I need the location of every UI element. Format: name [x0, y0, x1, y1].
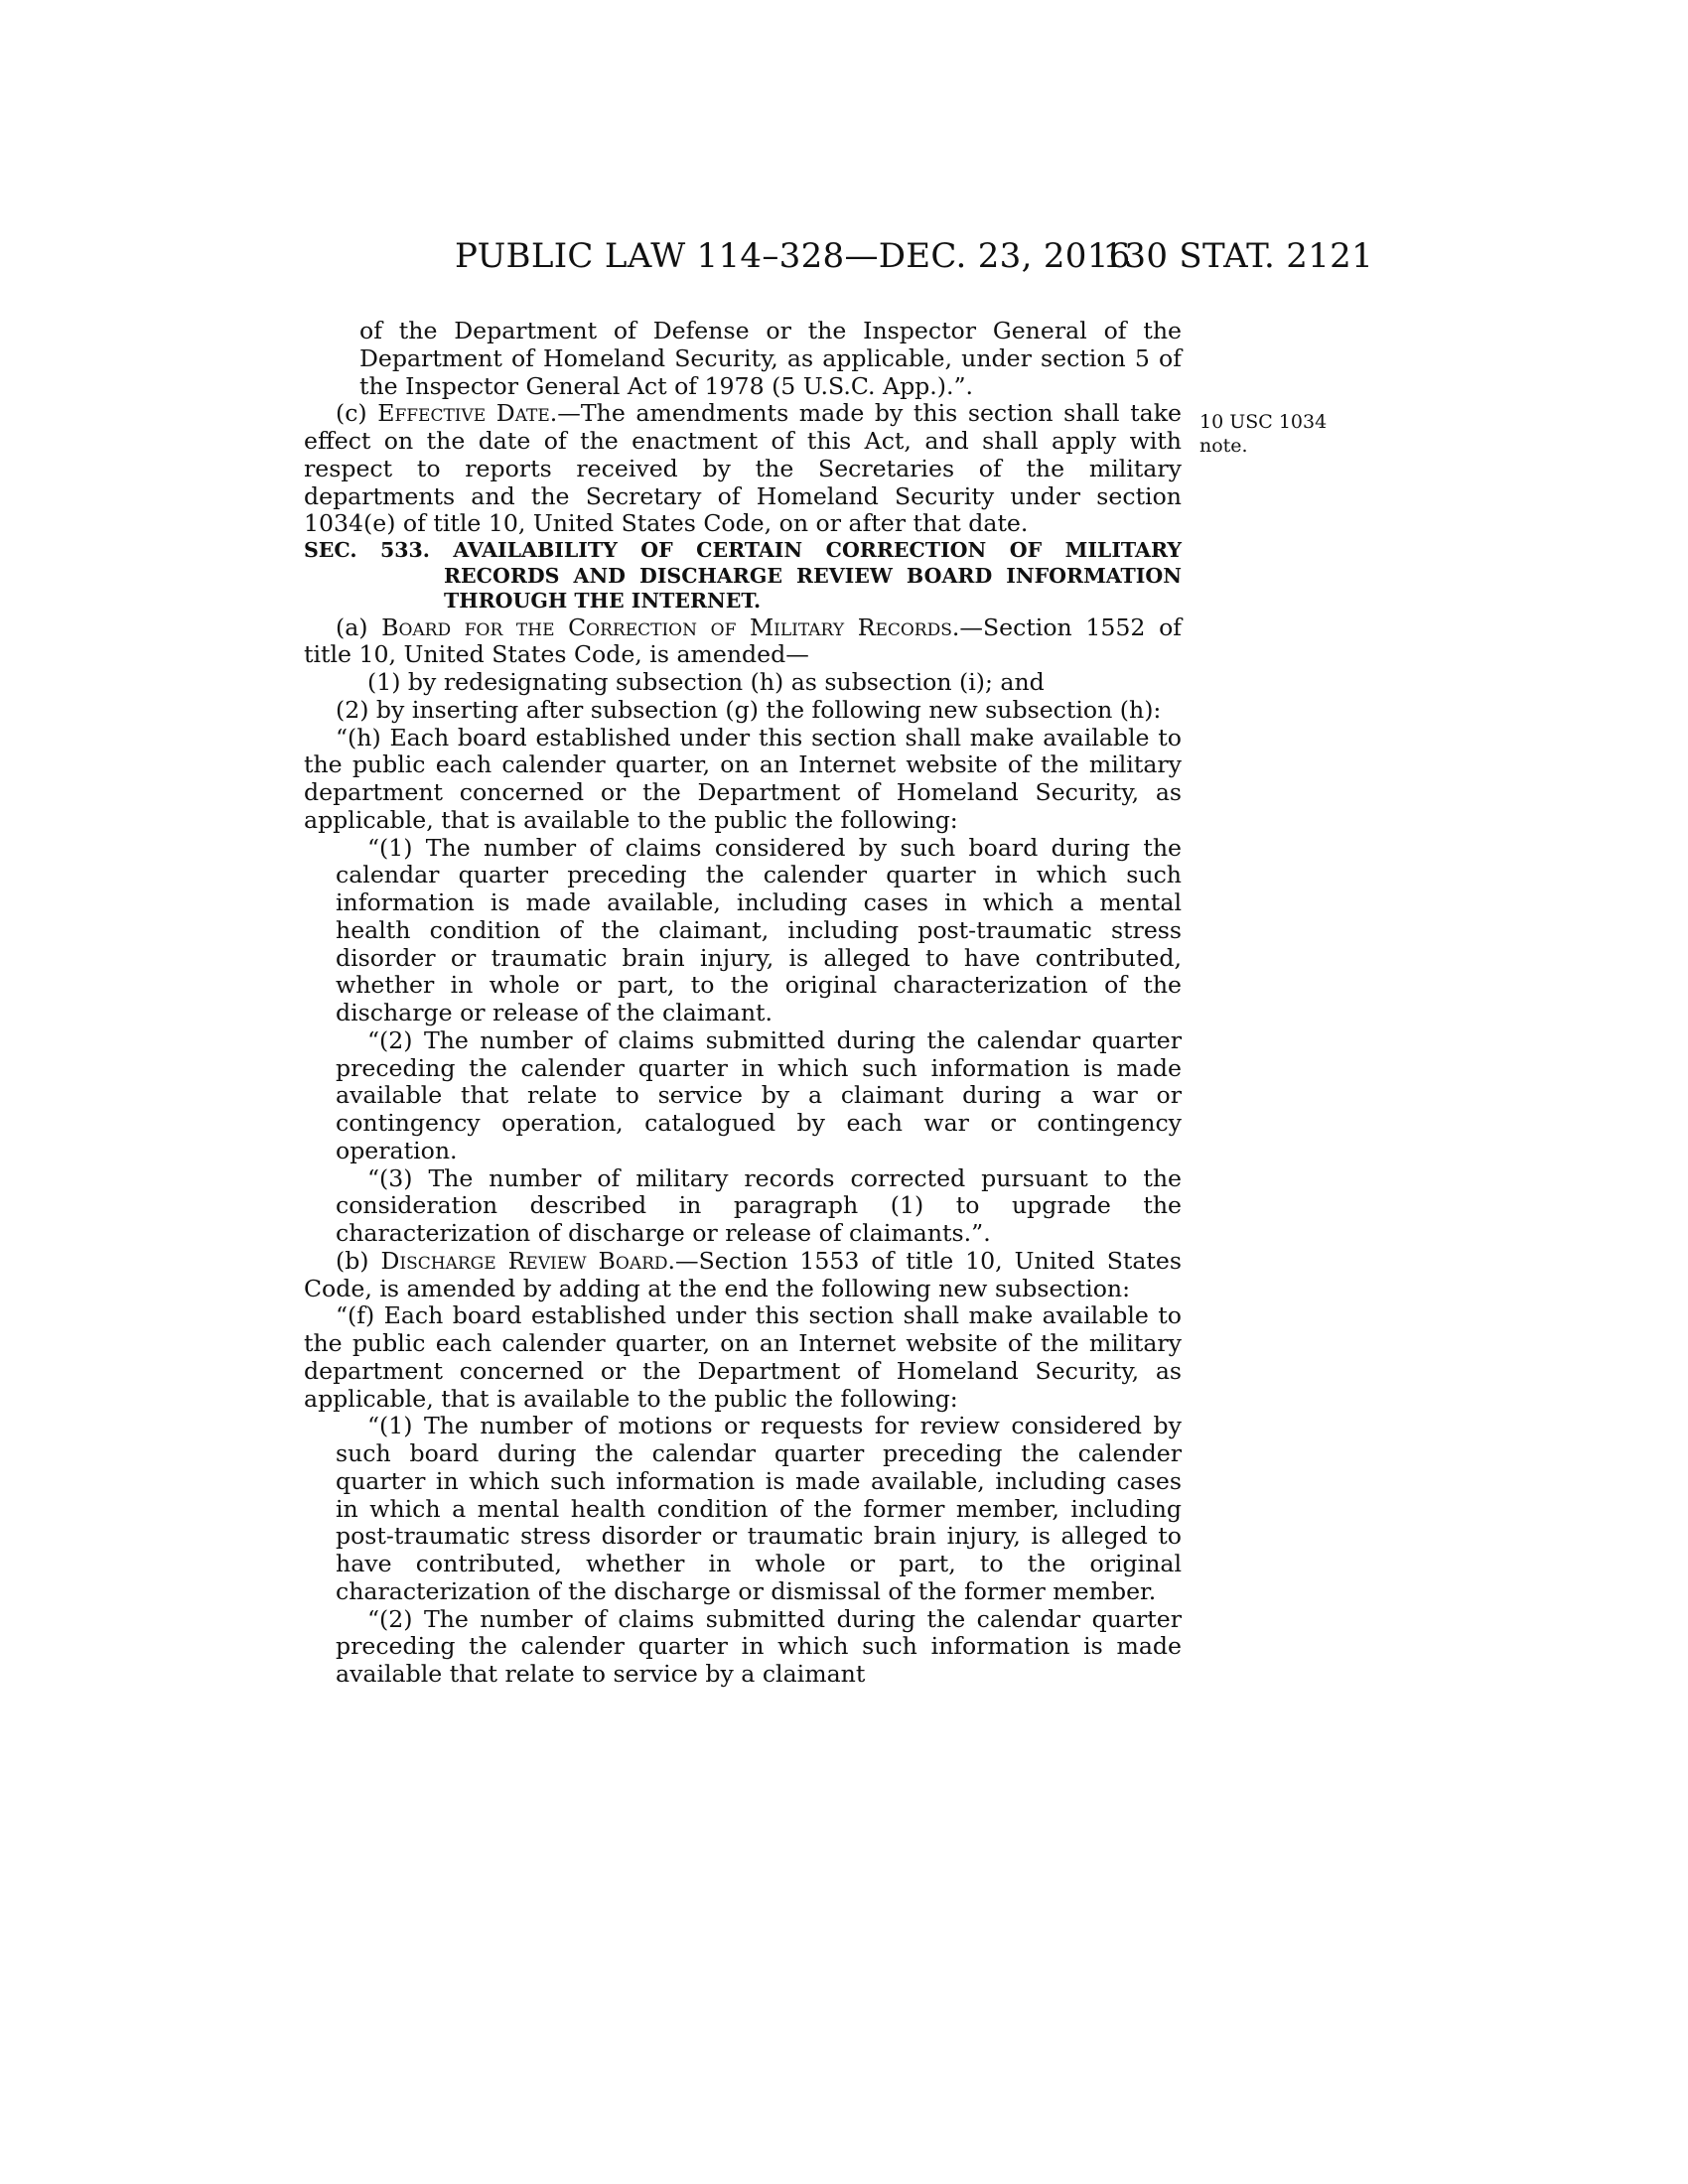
subsection-c — [304, 400, 1182, 538]
paragraph-a2: (2) by inserting after subsection (g) the following new subsection (h): — [336, 695, 1162, 724]
quoted-paragraph-f1: “(1) The number of motions or requests for review considered by such board during the calendar quarter preceding the calender quarter in which such information is made available, including cases in which a mental health condition of the former member, including post-traumatic stress disorder or traumatic brain injury, is alleged to have contributed, whether in whole or part, to the original characterization of the discharge or dismissal of the former member. — [336, 1412, 1182, 1605]
public-law-citation: PUBLIC LAW 114–328—DEC. 23, 2016 — [455, 236, 1131, 276]
quoted-paragraph-h1: “(1) The number of claims considered by such board during the calendar quarter preceding the calender quarter in which such information is made available, including cases in which a mental health condition of the claimant, including post-traumatic stress disorder or traumatic brain injury, is alleged to have contributed, whether in whole or part, to the original characterization of the discharge or release of the claimant. — [336, 833, 1182, 1026]
paragraph-a1: (1) by redesignating subsection (h) as subsection (i); and — [367, 668, 1045, 696]
subsection-a-text: .—Section 1552 of title 10, United States Code, is amended— — [304, 613, 1183, 669]
subsection-c-text: .—The amendments made by this section shall take effect on the date of the enactment of this Act, and shall apply with respect to reports received by the Secretaries of the military departments and the Secretary of Homeland Security under section 1034(e) of title 10, United States Code, on or after that date. — [304, 399, 1182, 538]
margin-note-citation: 10 USC 1034 — [1199, 411, 1328, 433]
subsection-a-heading: Board for the Correction of Military Records — [381, 613, 952, 641]
margin-note — [1199, 410, 1338, 458]
subsection-a — [304, 614, 1182, 670]
quoted-paragraph-f2: “(2) The number of claims submitted during the calendar quarter preceding the calender quarter in which such information is made available that relate to service by a claimant — [336, 1604, 1182, 1688]
body-text — [304, 318, 1182, 1689]
subsection-c-heading: Effective Date — [377, 399, 550, 428]
statute-page-number: 130 STAT. 2121 — [1102, 236, 1373, 276]
subsection-b-text: .—Section 1553 of title 10, United States Code, is amended by adding at the end the following new subsection: — [304, 1246, 1182, 1302]
subsection-a-label: (a) — [336, 613, 382, 641]
continued-paragraph: of the Department of Defense or the Inspector General of the Department of Homeland Security, as applicable, under section 5 of the Inspector General Act of 1978 (5 U.S.C. App.).”. — [359, 317, 1182, 400]
quoted-subsection-f: “(f) Each board established under this section shall make available to the public each calender quarter, on an Internet website of the military department concerned or the Department of Homeland Security, as applicable, that is available to the public the following: — [304, 1301, 1182, 1413]
page-header — [455, 236, 1373, 280]
quoted-paragraph-h3: “(3) The number of military records corrected pursuant to the consideration described in paragraph (1) to upgrade the characterization of discharge or release of claimants.”. — [336, 1163, 1182, 1247]
quoted-paragraph-h2: “(2) The number of claims submitted during the calendar quarter preceding the calender quarter in which such information is made available that relate to service by a claimant during a war or contingency operation, catalogued by each war or contingency operation. — [336, 1025, 1182, 1164]
subsection-b-heading: Discharge Review Board — [380, 1246, 668, 1275]
margin-note-suffix: note. — [1199, 435, 1248, 457]
subsection-c-label: (c) — [336, 399, 378, 428]
subsection-b — [304, 1248, 1182, 1303]
section-heading: SEC. 533. AVAILABILITY OF CERTAIN CORRECTION OF MILITARY RECORDS AND DISCHARGE REVIEW BOARD INFORMATION THROUGH THE INTERNET. — [304, 538, 1182, 613]
subsection-b-label: (b) — [336, 1246, 381, 1275]
quoted-subsection-h: “(h) Each board established under this section shall make available to the public each calender quarter, on an Internet website of the military department concerned or the Department of Homeland Security, as applicable, that is available to the public the following: — [304, 723, 1182, 834]
